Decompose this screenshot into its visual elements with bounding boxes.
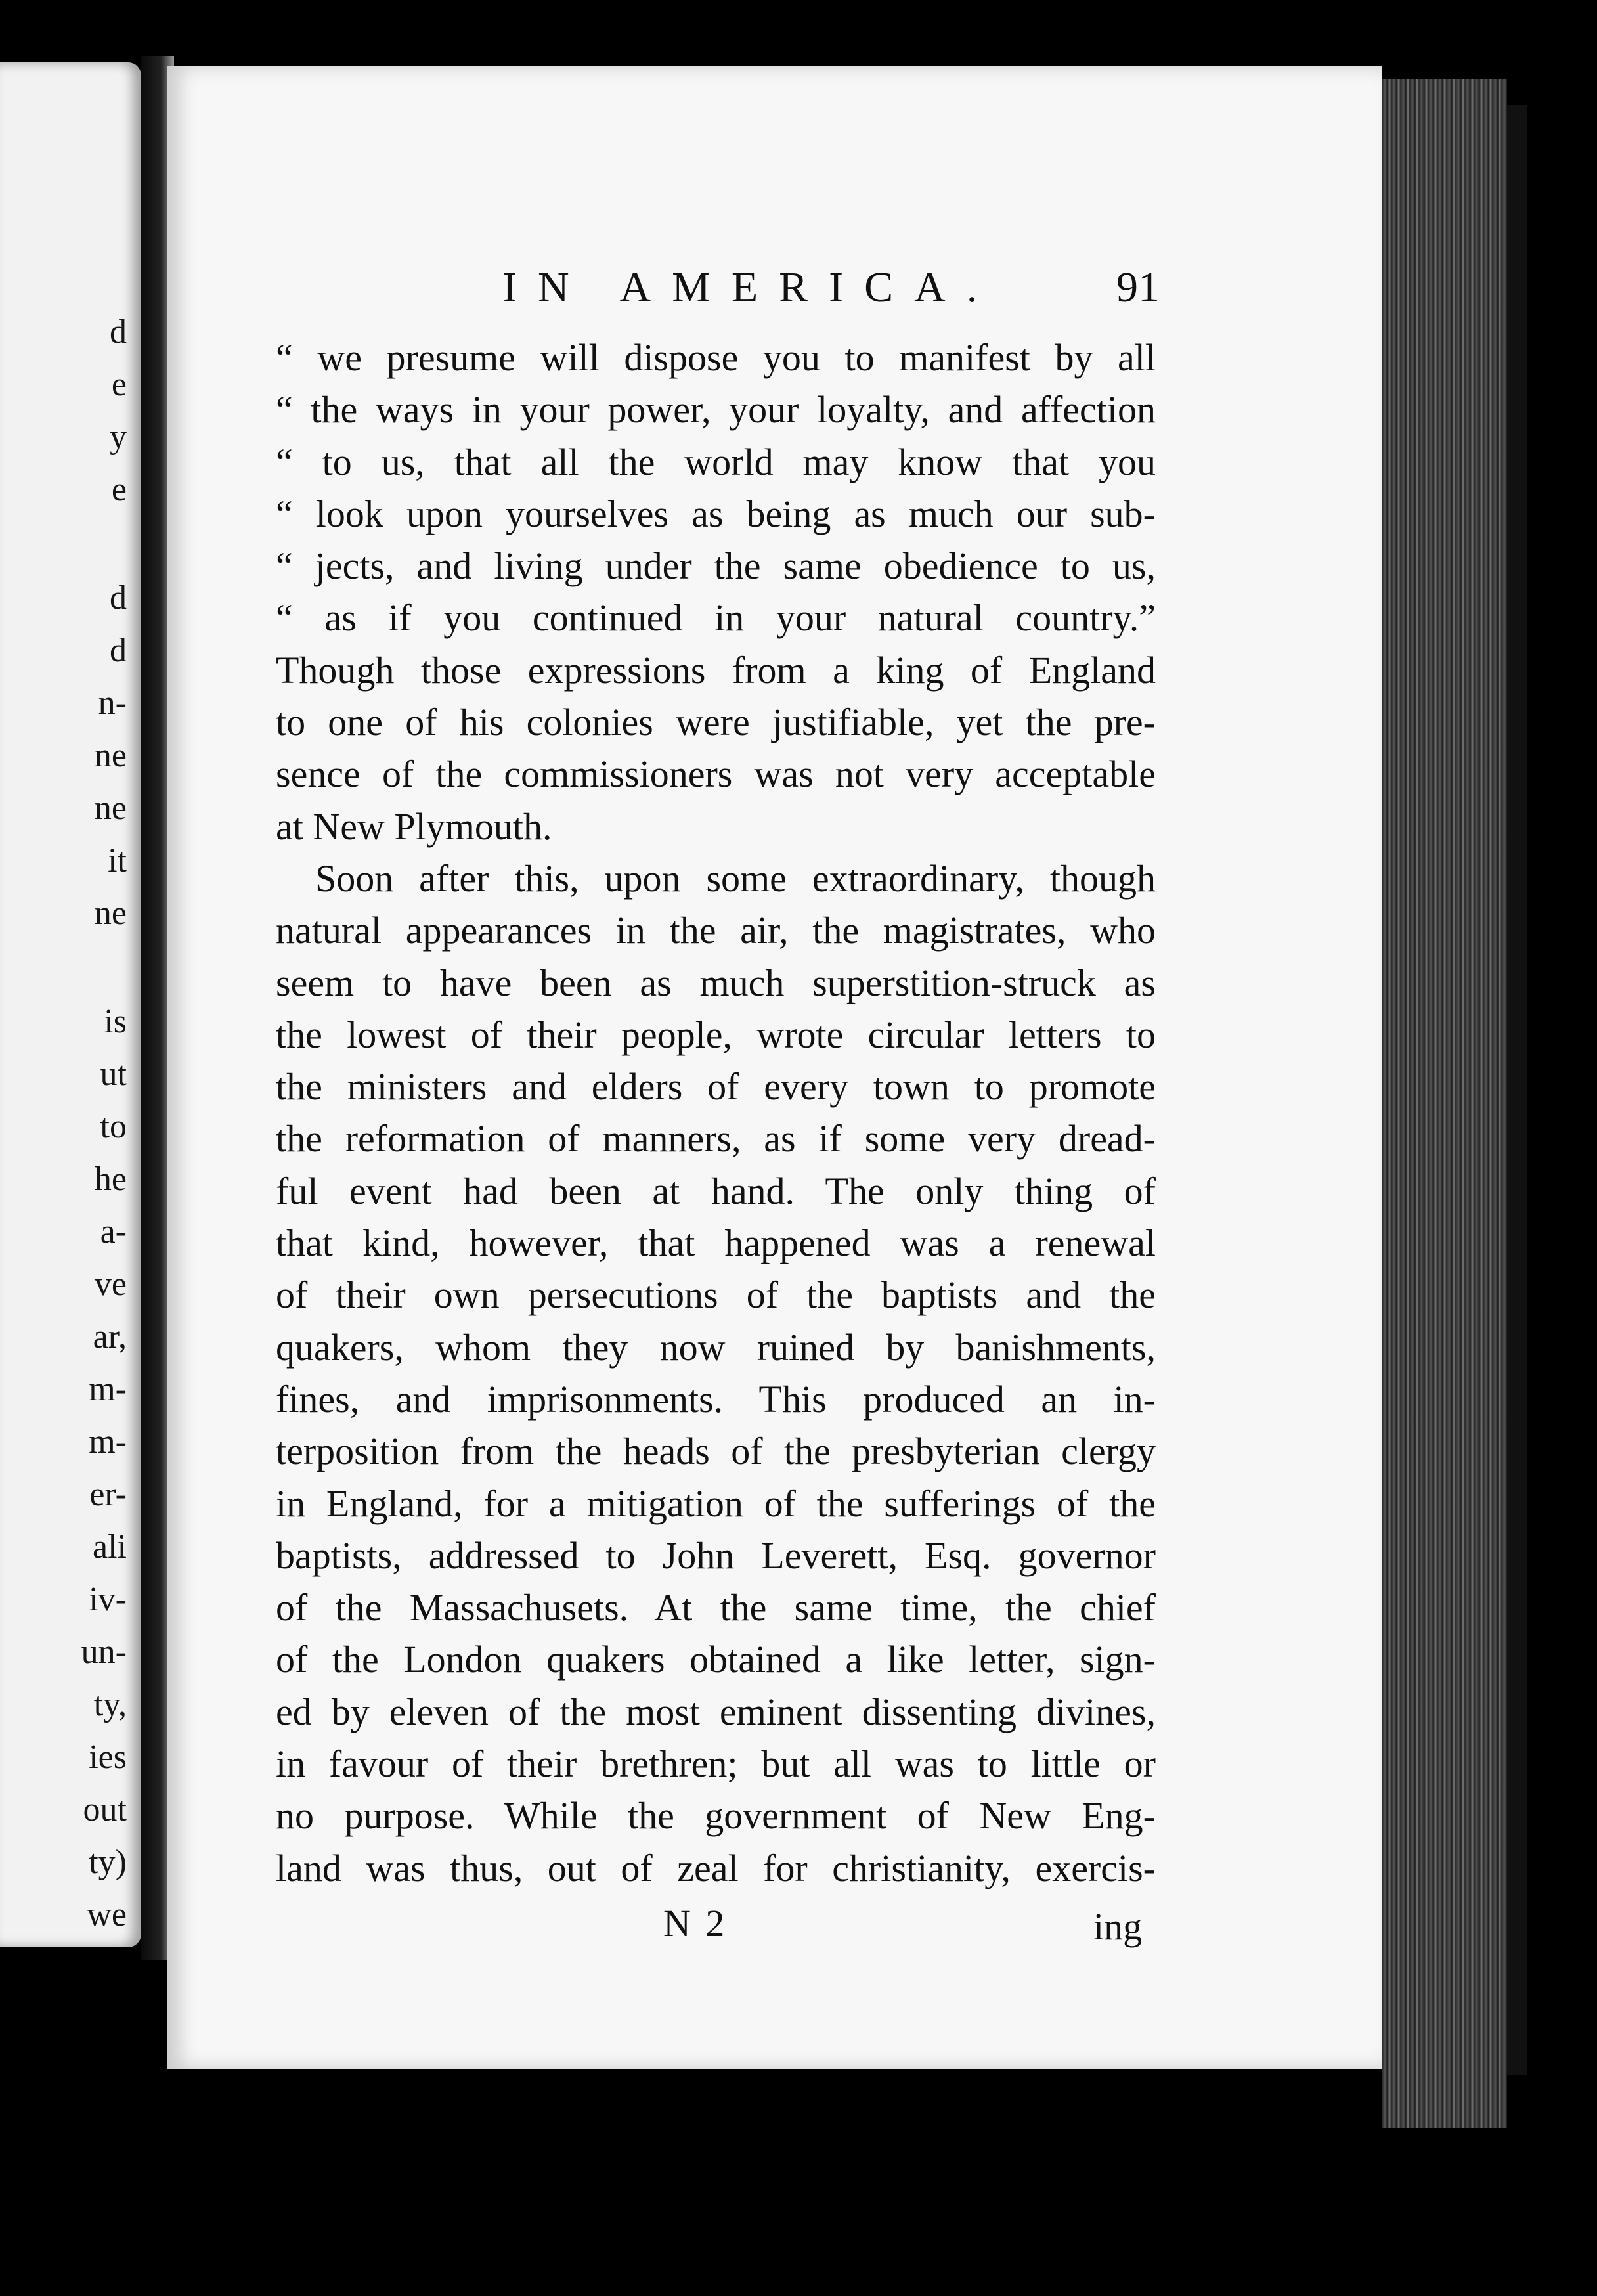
text-line: of the London quakers obtained a like letter, sign- bbox=[276, 1638, 1156, 1681]
page-edges bbox=[1382, 79, 1507, 2128]
left-fragment: m- bbox=[89, 1423, 127, 1461]
left-fragment: m- bbox=[89, 1371, 127, 1408]
left-fragment: ne bbox=[94, 789, 127, 827]
body-text bbox=[276, 332, 1156, 1894]
left-facing-page bbox=[0, 62, 141, 1947]
text-line: the ministers and elders of every town to promote bbox=[276, 1065, 1156, 1109]
text-line: the reformation of manners, as if some very dread- bbox=[276, 1117, 1156, 1160]
left-fragment: e bbox=[111, 471, 127, 508]
left-fragment: un- bbox=[81, 1633, 127, 1671]
left-fragment: we bbox=[87, 1896, 127, 1933]
left-fragment: er- bbox=[89, 1476, 127, 1513]
signature-mark: N 2 bbox=[663, 1902, 728, 1945]
left-fragment: is bbox=[104, 1003, 127, 1040]
left-fragment: e bbox=[111, 366, 127, 403]
left-fragment: ali bbox=[93, 1528, 127, 1566]
text-line: baptists, addressed to John Leverett, Esq. governor bbox=[276, 1534, 1156, 1577]
text-line: “ we presume will dispose you to manifest by all bbox=[276, 336, 1156, 379]
left-fragment: a- bbox=[100, 1213, 127, 1250]
left-fragment: y bbox=[110, 418, 127, 456]
left-fragment: ty) bbox=[89, 1843, 127, 1881]
left-fragment: d bbox=[110, 313, 127, 351]
text-line: “ look upon yourselves as being as much our sub- bbox=[276, 492, 1156, 535]
text-line: in England, for a mitigation of the sufferings of the bbox=[276, 1482, 1156, 1525]
text-line: fines, and imprisonments. This produced an in- bbox=[276, 1377, 1156, 1421]
text-line: ful event had been at hand. The only thing of bbox=[276, 1169, 1156, 1212]
text-line: “ to us, that all the world may know that you bbox=[276, 440, 1156, 483]
left-fragment: ut bbox=[100, 1055, 127, 1093]
left-fragment: ies bbox=[89, 1738, 127, 1776]
text-line: quakers, whom they now ruined by banishments, bbox=[276, 1325, 1156, 1369]
left-fragment: iv- bbox=[89, 1581, 127, 1618]
text-line: the lowest of their people, wrote circular letters to bbox=[276, 1013, 1156, 1056]
text-line: ed by eleven of the most eminent dissenting divines, bbox=[276, 1690, 1156, 1733]
text-line: “ as if you continued in your natural country.” bbox=[276, 596, 1156, 640]
text-line: land was thus, out of zeal for christianity, exercis- bbox=[276, 1846, 1156, 1889]
text-line: Soon after this, upon some extraordinary, though bbox=[315, 856, 1156, 900]
text-line: natural appearances in the air, the magistrates, who bbox=[276, 909, 1156, 952]
text-line: “ jects, and living under the same obedience to us, bbox=[276, 544, 1156, 588]
left-fragment: ar, bbox=[93, 1318, 127, 1356]
left-fragment: to bbox=[100, 1108, 127, 1145]
text-line: in favour of their brethren; but all was to little or bbox=[276, 1742, 1156, 1786]
left-fragment: ne bbox=[94, 737, 127, 774]
catchword: ing bbox=[1093, 1905, 1143, 1948]
left-fragment: he bbox=[94, 1160, 127, 1198]
text-line: “ the ways in your power, your loyalty, and affection bbox=[276, 388, 1156, 431]
left-fragment: n- bbox=[98, 684, 127, 722]
text-line: Though those expressions from a king of England bbox=[276, 648, 1156, 692]
text-line: at New Plymouth. bbox=[276, 805, 552, 848]
running-head: IN AMERICA. bbox=[502, 263, 999, 311]
left-fragment: it bbox=[108, 842, 127, 879]
text-line: that kind, however, that happened was a renewal bbox=[276, 1222, 1156, 1265]
text-line: of their own persecutions of the baptists and the bbox=[276, 1273, 1156, 1317]
text-line: terposition from the heads of the presbyterian clergy bbox=[276, 1430, 1156, 1473]
page-number: 91 bbox=[1116, 263, 1160, 311]
text-line: no purpose. While the government of New Eng- bbox=[276, 1794, 1156, 1838]
left-fragment: out bbox=[83, 1791, 127, 1828]
text-line: of the Massachusets. At the same time, the chief bbox=[276, 1586, 1156, 1629]
text-line: sence of the commissioners was not very acceptable bbox=[276, 753, 1156, 796]
left-fragment: d bbox=[110, 579, 127, 617]
text-line: seem to have been as much superstition-struck as bbox=[276, 961, 1156, 1004]
left-fragment: ne bbox=[94, 894, 127, 932]
left-fragment: ve bbox=[94, 1266, 127, 1303]
left-fragment: d bbox=[110, 632, 127, 669]
left-fragment: ty, bbox=[93, 1686, 127, 1723]
text-line: to one of his colonies were justifiable, yet the pre- bbox=[276, 701, 1156, 744]
